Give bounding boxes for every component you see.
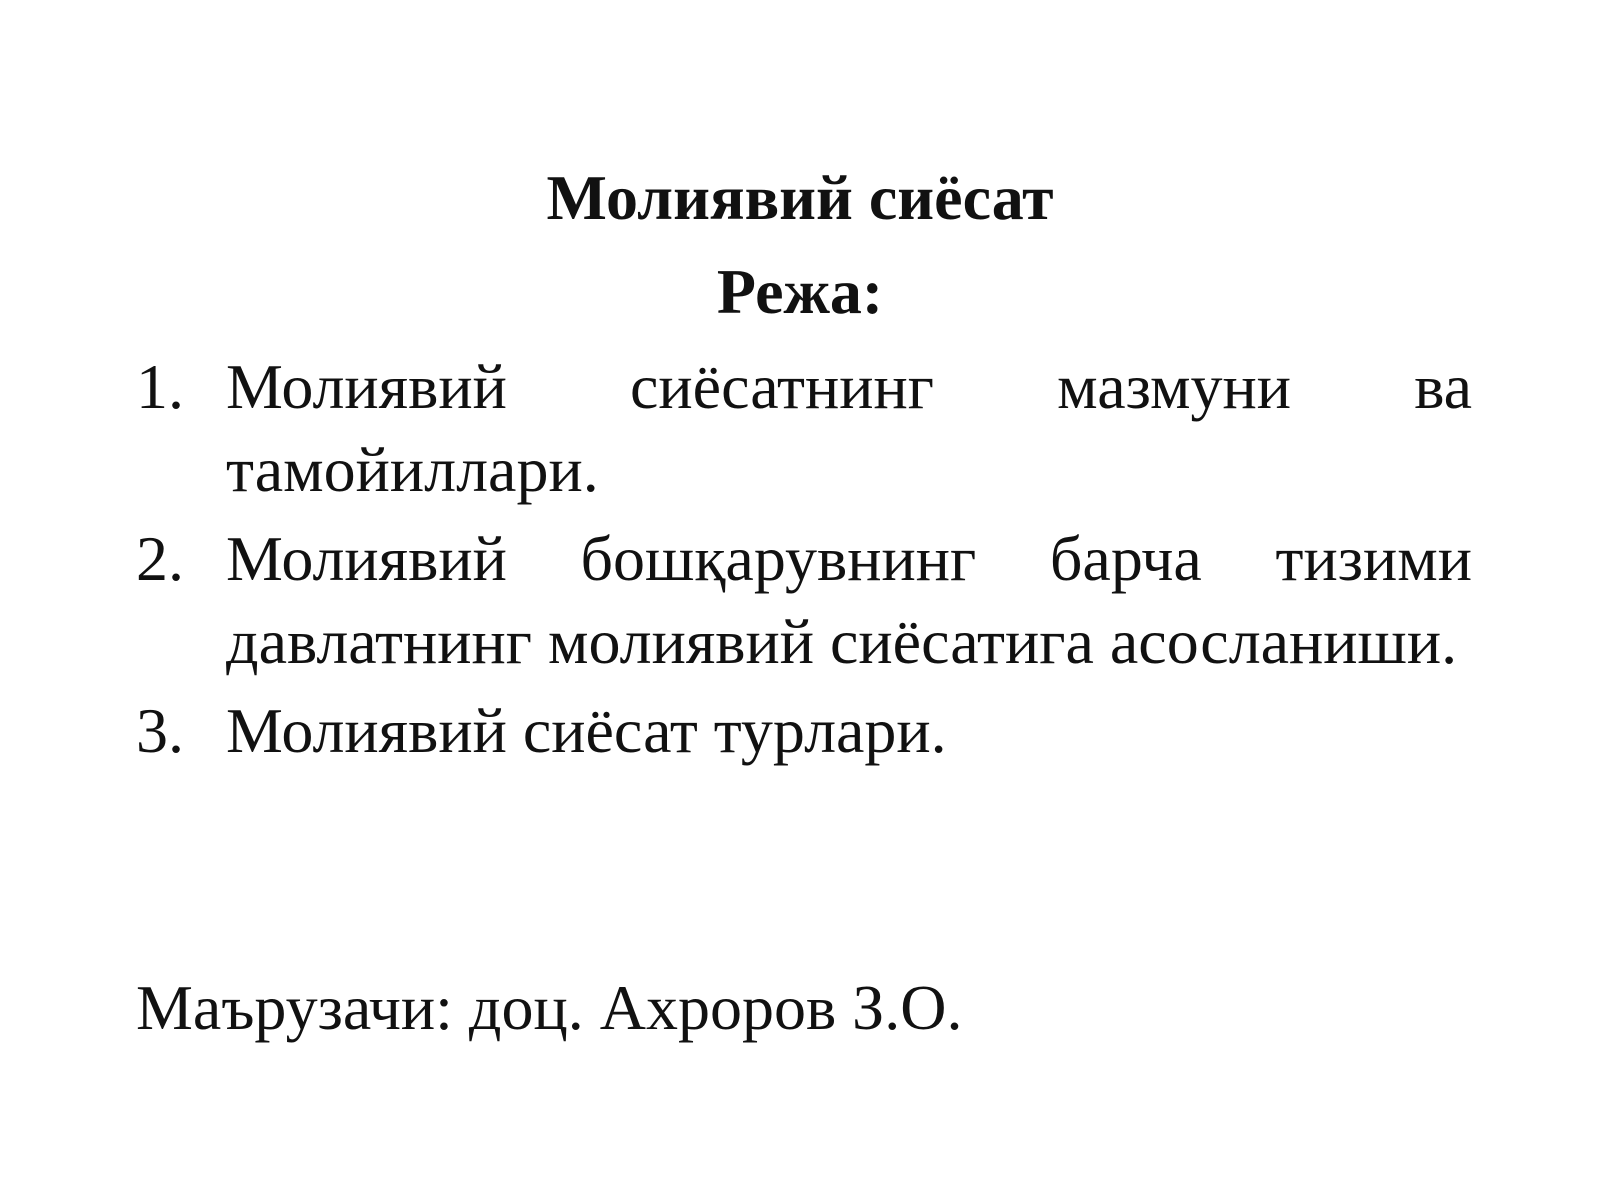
plan-item-number: 3. (136, 695, 184, 766)
slide-title: Молиявий сиёсат (546, 162, 1054, 233)
plan-item-3 (136, 689, 1472, 772)
plan-item-text: Молиявий бошқарувнинг барча тизими давлатнинг молиявий сиёсатига асосланиши. (226, 523, 1472, 677)
plan-item-1 (136, 345, 1472, 511)
plan-item-2 (136, 517, 1472, 683)
plan-heading: Режа: (716, 256, 884, 327)
plan-item-text: Молиявий сиёсатнинг мазмуни ва тамойиллари. (226, 351, 1472, 505)
plan-item-text: Молиявий сиёсат турлари. (226, 695, 947, 766)
plan-list (136, 345, 1472, 778)
plan-item-number: 2. (136, 523, 184, 594)
plan-item-number: 1. (136, 351, 184, 422)
lecturer-line: Маърузачи: доц. Ахроров З.О. (136, 972, 963, 1043)
